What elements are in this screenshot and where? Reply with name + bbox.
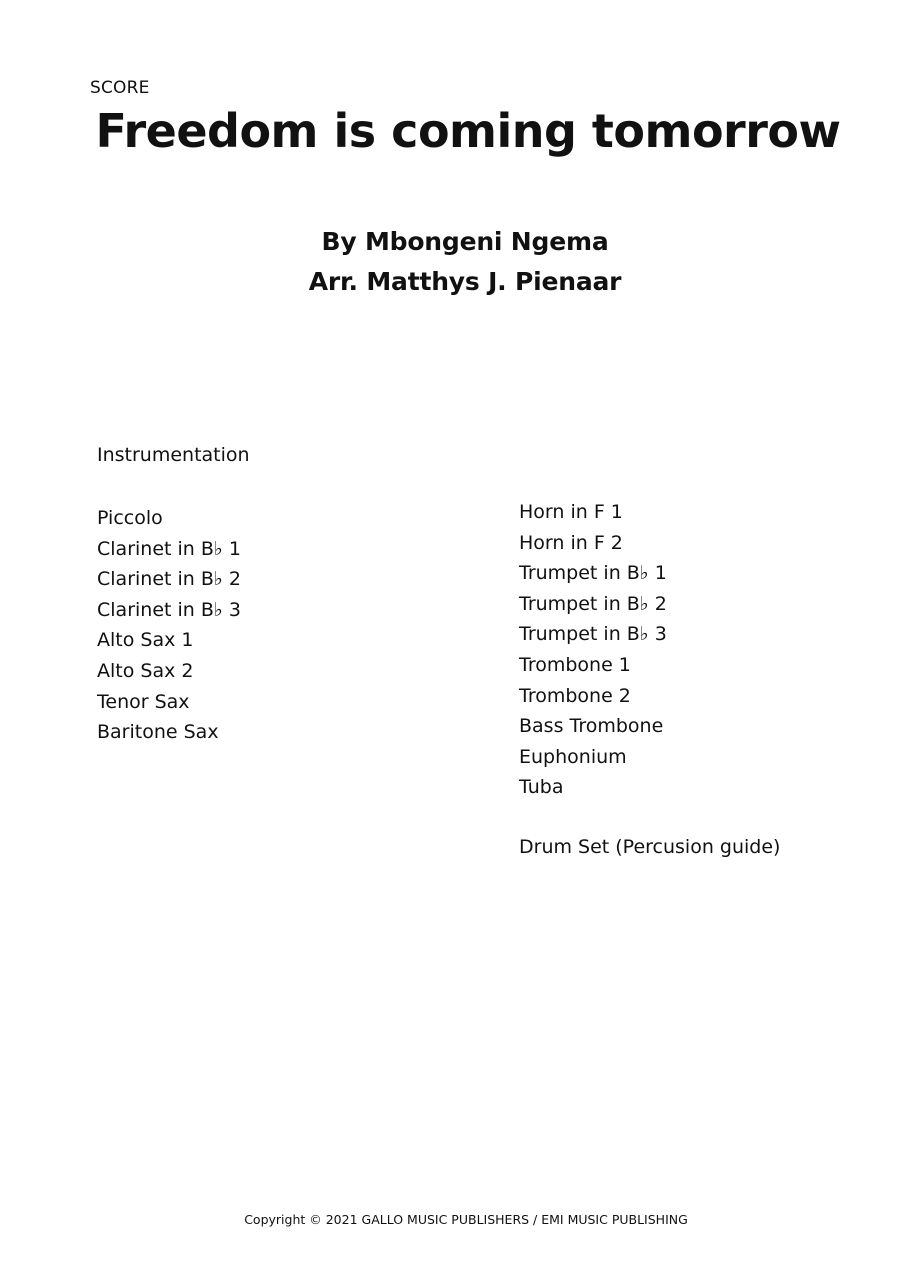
instrument-item: Trombone 2 — [519, 684, 631, 707]
instrument-item: Alto Sax 2 — [97, 659, 194, 682]
instrument-item: Bass Trombone — [519, 715, 664, 738]
instrument-item: Trumpet in B♭ 2 — [519, 592, 667, 615]
instrument-item: Clarinet in B♭ 1 — [97, 537, 241, 560]
instrument-item: Trumpet in B♭ 1 — [519, 562, 667, 585]
instrument-item: Piccolo — [97, 507, 163, 529]
instrument-item: Horn in F 2 — [519, 531, 623, 554]
instrument-item: Tenor Sax — [97, 690, 190, 713]
instrument-list-woodwinds — [97, 503, 241, 748]
instrument-item: Trombone 1 — [519, 653, 631, 676]
instrument-item: Trumpet in B♭ 3 — [519, 623, 667, 646]
score-label: SCORE — [90, 78, 150, 98]
instrument-item: Alto Sax 1 — [97, 629, 194, 652]
instrument-item: Euphonium — [519, 745, 627, 768]
composer-credit: By Mbongeni Ngema — [321, 227, 609, 256]
instrument-item: Horn in F 1 — [519, 501, 623, 523]
instrument-item: Baritone Sax — [97, 721, 219, 744]
instrument-item: Clarinet in B♭ 2 — [97, 568, 241, 591]
credits — [0, 222, 900, 302]
arranger-credit: Arr. Matthys J. Pienaar — [308, 267, 622, 296]
page-title: Freedom is coming tomorrow — [95, 104, 841, 158]
instrument-list-brass — [519, 497, 667, 803]
copyright-notice: Copyright © 2021 GALLO MUSIC PUBLISHERS / EMI MUSIC PUBLISHING — [244, 1212, 688, 1227]
instrument-item: Tuba — [519, 776, 564, 799]
instrument-item: Clarinet in B♭ 3 — [97, 598, 241, 621]
percussion-item: Drum Set (Percusion guide) — [519, 836, 781, 858]
instrumentation-heading: Instrumentation — [97, 444, 250, 466]
